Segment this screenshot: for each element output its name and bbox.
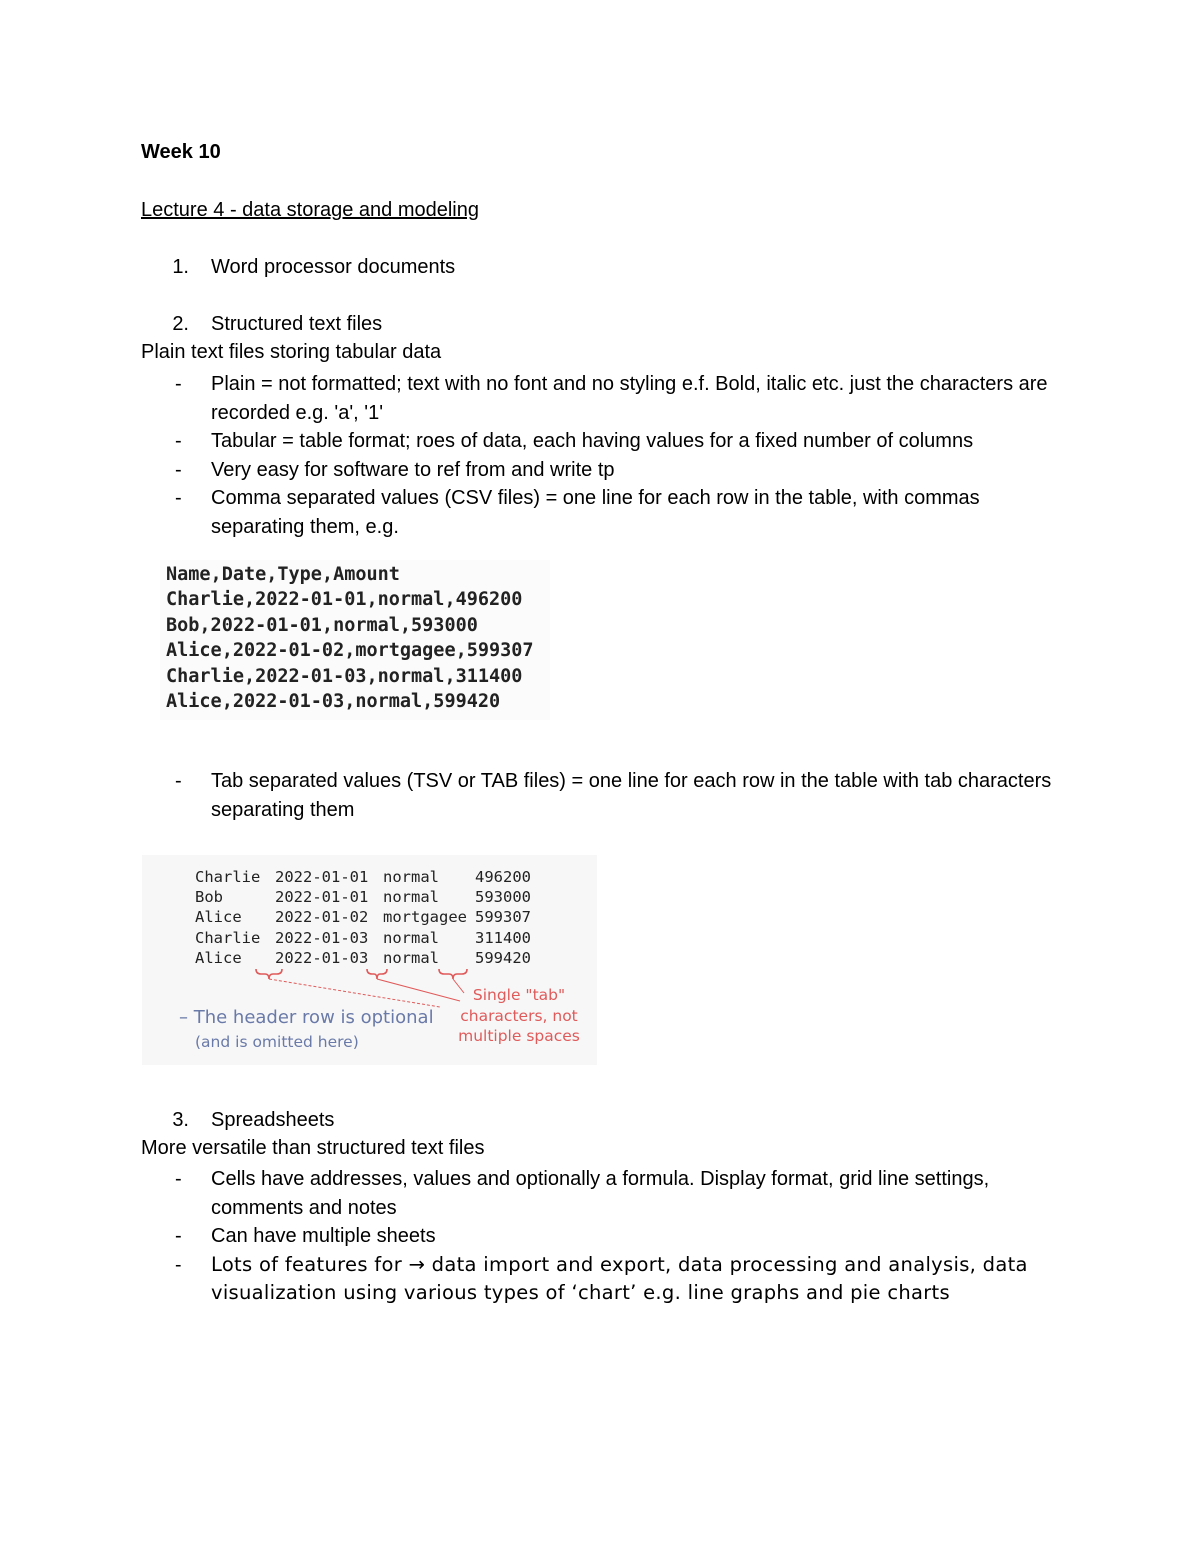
annotation-header-note: – The header row is optional xyxy=(179,1007,434,1028)
csv-line: Charlie,2022-01-03,normal,311400 xyxy=(166,665,523,687)
bullet-list xyxy=(141,370,1061,541)
csv-line: Alice,2022-01-02,mortgagee,599307 xyxy=(166,640,534,662)
section-intro: Plain text files storing tabular data xyxy=(141,341,442,363)
list-item: - Can have multiple sheets xyxy=(175,1225,436,1247)
tab-bracket xyxy=(256,969,282,979)
item-label: Structured text files xyxy=(211,313,383,335)
tsv-row: Charlie 2022-01-03 normal 311400 xyxy=(195,928,531,947)
tsv-example-figure xyxy=(142,855,597,1065)
list-item: - Plain = not formatted; text with no font and no styling e.f. Bold, italic etc. just the characters are recorded e.g. 'a', '1' xyxy=(175,373,1048,424)
list-item: - Tabular = table format; roes of data, each having values for a fixed number of columns xyxy=(175,430,974,452)
annotation-line xyxy=(269,979,440,1007)
list-item: - Cells have addresses, values and optionally a formula. Display format, grid line settings, comments and notes xyxy=(175,1168,990,1219)
bullet-list xyxy=(141,767,1061,824)
tsv-row: Charlie 2022-01-01 normal 496200 xyxy=(195,868,531,886)
list-item: - Comma separated values (CSV files) = one line for each row in the table, with commas separating them, e.g. xyxy=(175,487,980,538)
item-label: Word processor documents xyxy=(211,256,456,278)
tsv-row: Bob 2022-01-01 normal 593000 xyxy=(195,888,531,907)
item-number: 1. xyxy=(172,256,189,278)
annotation-tab-note: Single "tab" characters, not multiple spaces xyxy=(458,986,580,1045)
lecture-heading: Lecture 4 - data storage and modeling xyxy=(141,199,479,221)
item-label: Spreadsheets xyxy=(211,1109,335,1131)
annotation-line xyxy=(377,979,460,1001)
page-title: Week 10 xyxy=(141,141,221,163)
item-number: 2. xyxy=(172,313,189,335)
section-intro: More versatile than structured text files xyxy=(141,1137,485,1159)
list-item: - Very easy for software to ref from and write tp xyxy=(175,458,615,481)
tab-bracket xyxy=(367,969,387,979)
list-item: - Tab separated values (TSV or TAB files) = one line for each row in the table with tab characters separating them xyxy=(175,770,1052,821)
csv-line: Bob,2022-01-01,normal,593000 xyxy=(166,614,478,636)
csv-line: Alice,2022-01-03,normal,599420 xyxy=(166,691,501,713)
tab-bracket xyxy=(439,969,467,979)
csv-line: Charlie,2022-01-01,normal,496200 xyxy=(166,589,523,611)
tsv-row: Alice 2022-01-03 normal 599420 xyxy=(195,948,531,967)
csv-example xyxy=(160,560,550,720)
item-number: 3. xyxy=(172,1109,189,1131)
annotation-header-subnote: (and is omitted here) xyxy=(195,1033,359,1051)
list-item: - Lots of features for → data import and export, data processing and analysis, data visualization using various types of ‘chart’ e.g. line graphs and pie charts xyxy=(175,1252,1028,1304)
tsv-row: Alice 2022-01-02 mortgagee 599307 xyxy=(195,908,531,927)
csv-line: Name,Date,Type,Amount xyxy=(166,564,400,585)
bullet-list xyxy=(141,1165,1061,1308)
